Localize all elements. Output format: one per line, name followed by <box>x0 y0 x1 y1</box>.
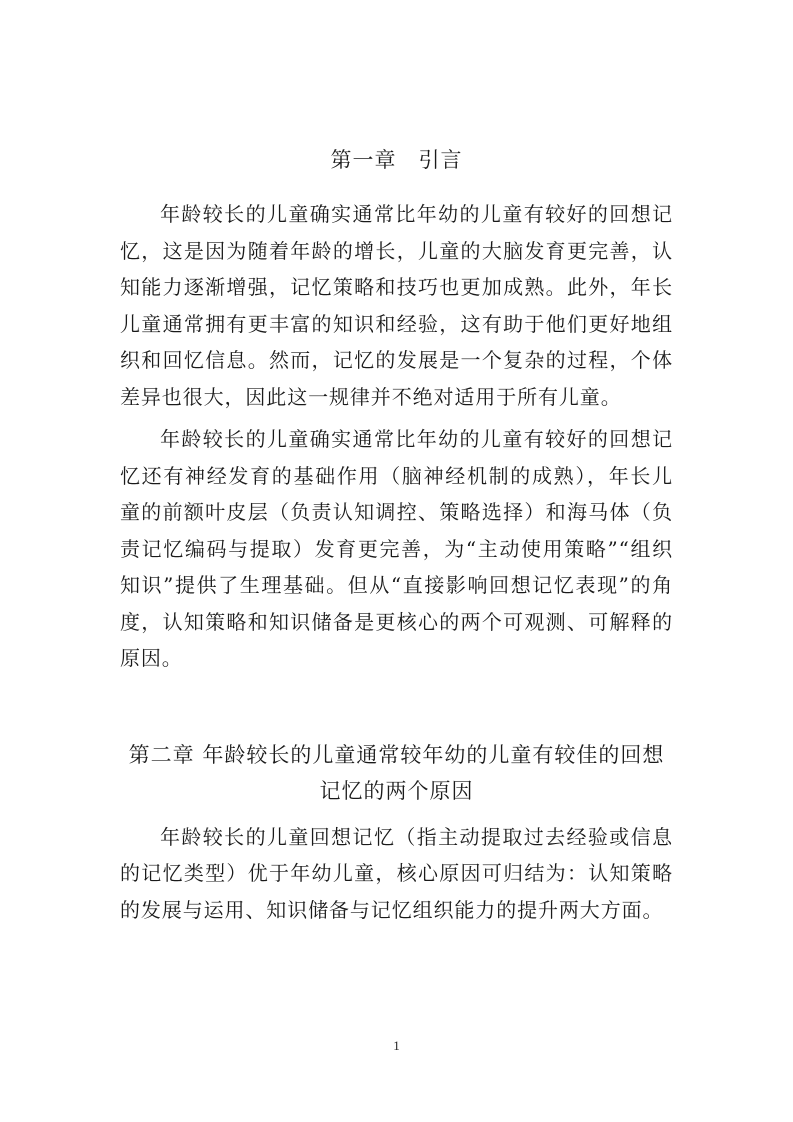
chapter-2-title: 第二章 年龄较长的儿童通常较年幼的儿童有较佳的回想记忆的两个原因 <box>128 742 665 803</box>
chapter-1-paragraph-1: 年龄较长的儿童确实通常比年幼的儿童有较好的回想记忆，这是因为随着年龄的增长，儿童的大脑发育更完善，认知能力逐渐增强，记忆策略和技巧也更加成熟。此外，年长儿童通常拥有更丰富的知识和经验，这有助于他们更好地组织和回忆信息。然而，记忆的发展是一个复杂的过程，个体差异也很大，因此这一规律并不绝对适用于所有儿童。 <box>120 202 673 409</box>
chapter-1-paragraph-2: 年龄较长的儿童确实通常比年幼的儿童有较好的回想记忆还有神经发育的基础作用（脑神经机制的成熟），年长儿童的前额叶皮层（负责认知调控、策略选择）和海马体（负责记忆编码与提取）发育更完善，为“主动使用策略”“组织知识”提供了生理基础。但从“直接影响回想记忆表现”的角度，认知策略和知识储备是更核心的两个可观测、可解释的原因。 <box>120 427 673 670</box>
chapter-1-title: 第一章 引言 <box>330 148 463 172</box>
page-number: 1 <box>393 1038 400 1053</box>
page-content <box>120 140 673 928</box>
chapter-2-paragraph-1: 年龄较长的儿童回想记忆（指主动提取过去经验或信息的记忆类型）优于年幼儿童，核心原因可归结为：认知策略的发展与运用、知识储备与记忆组织能力的提升两大方面。 <box>120 824 673 922</box>
